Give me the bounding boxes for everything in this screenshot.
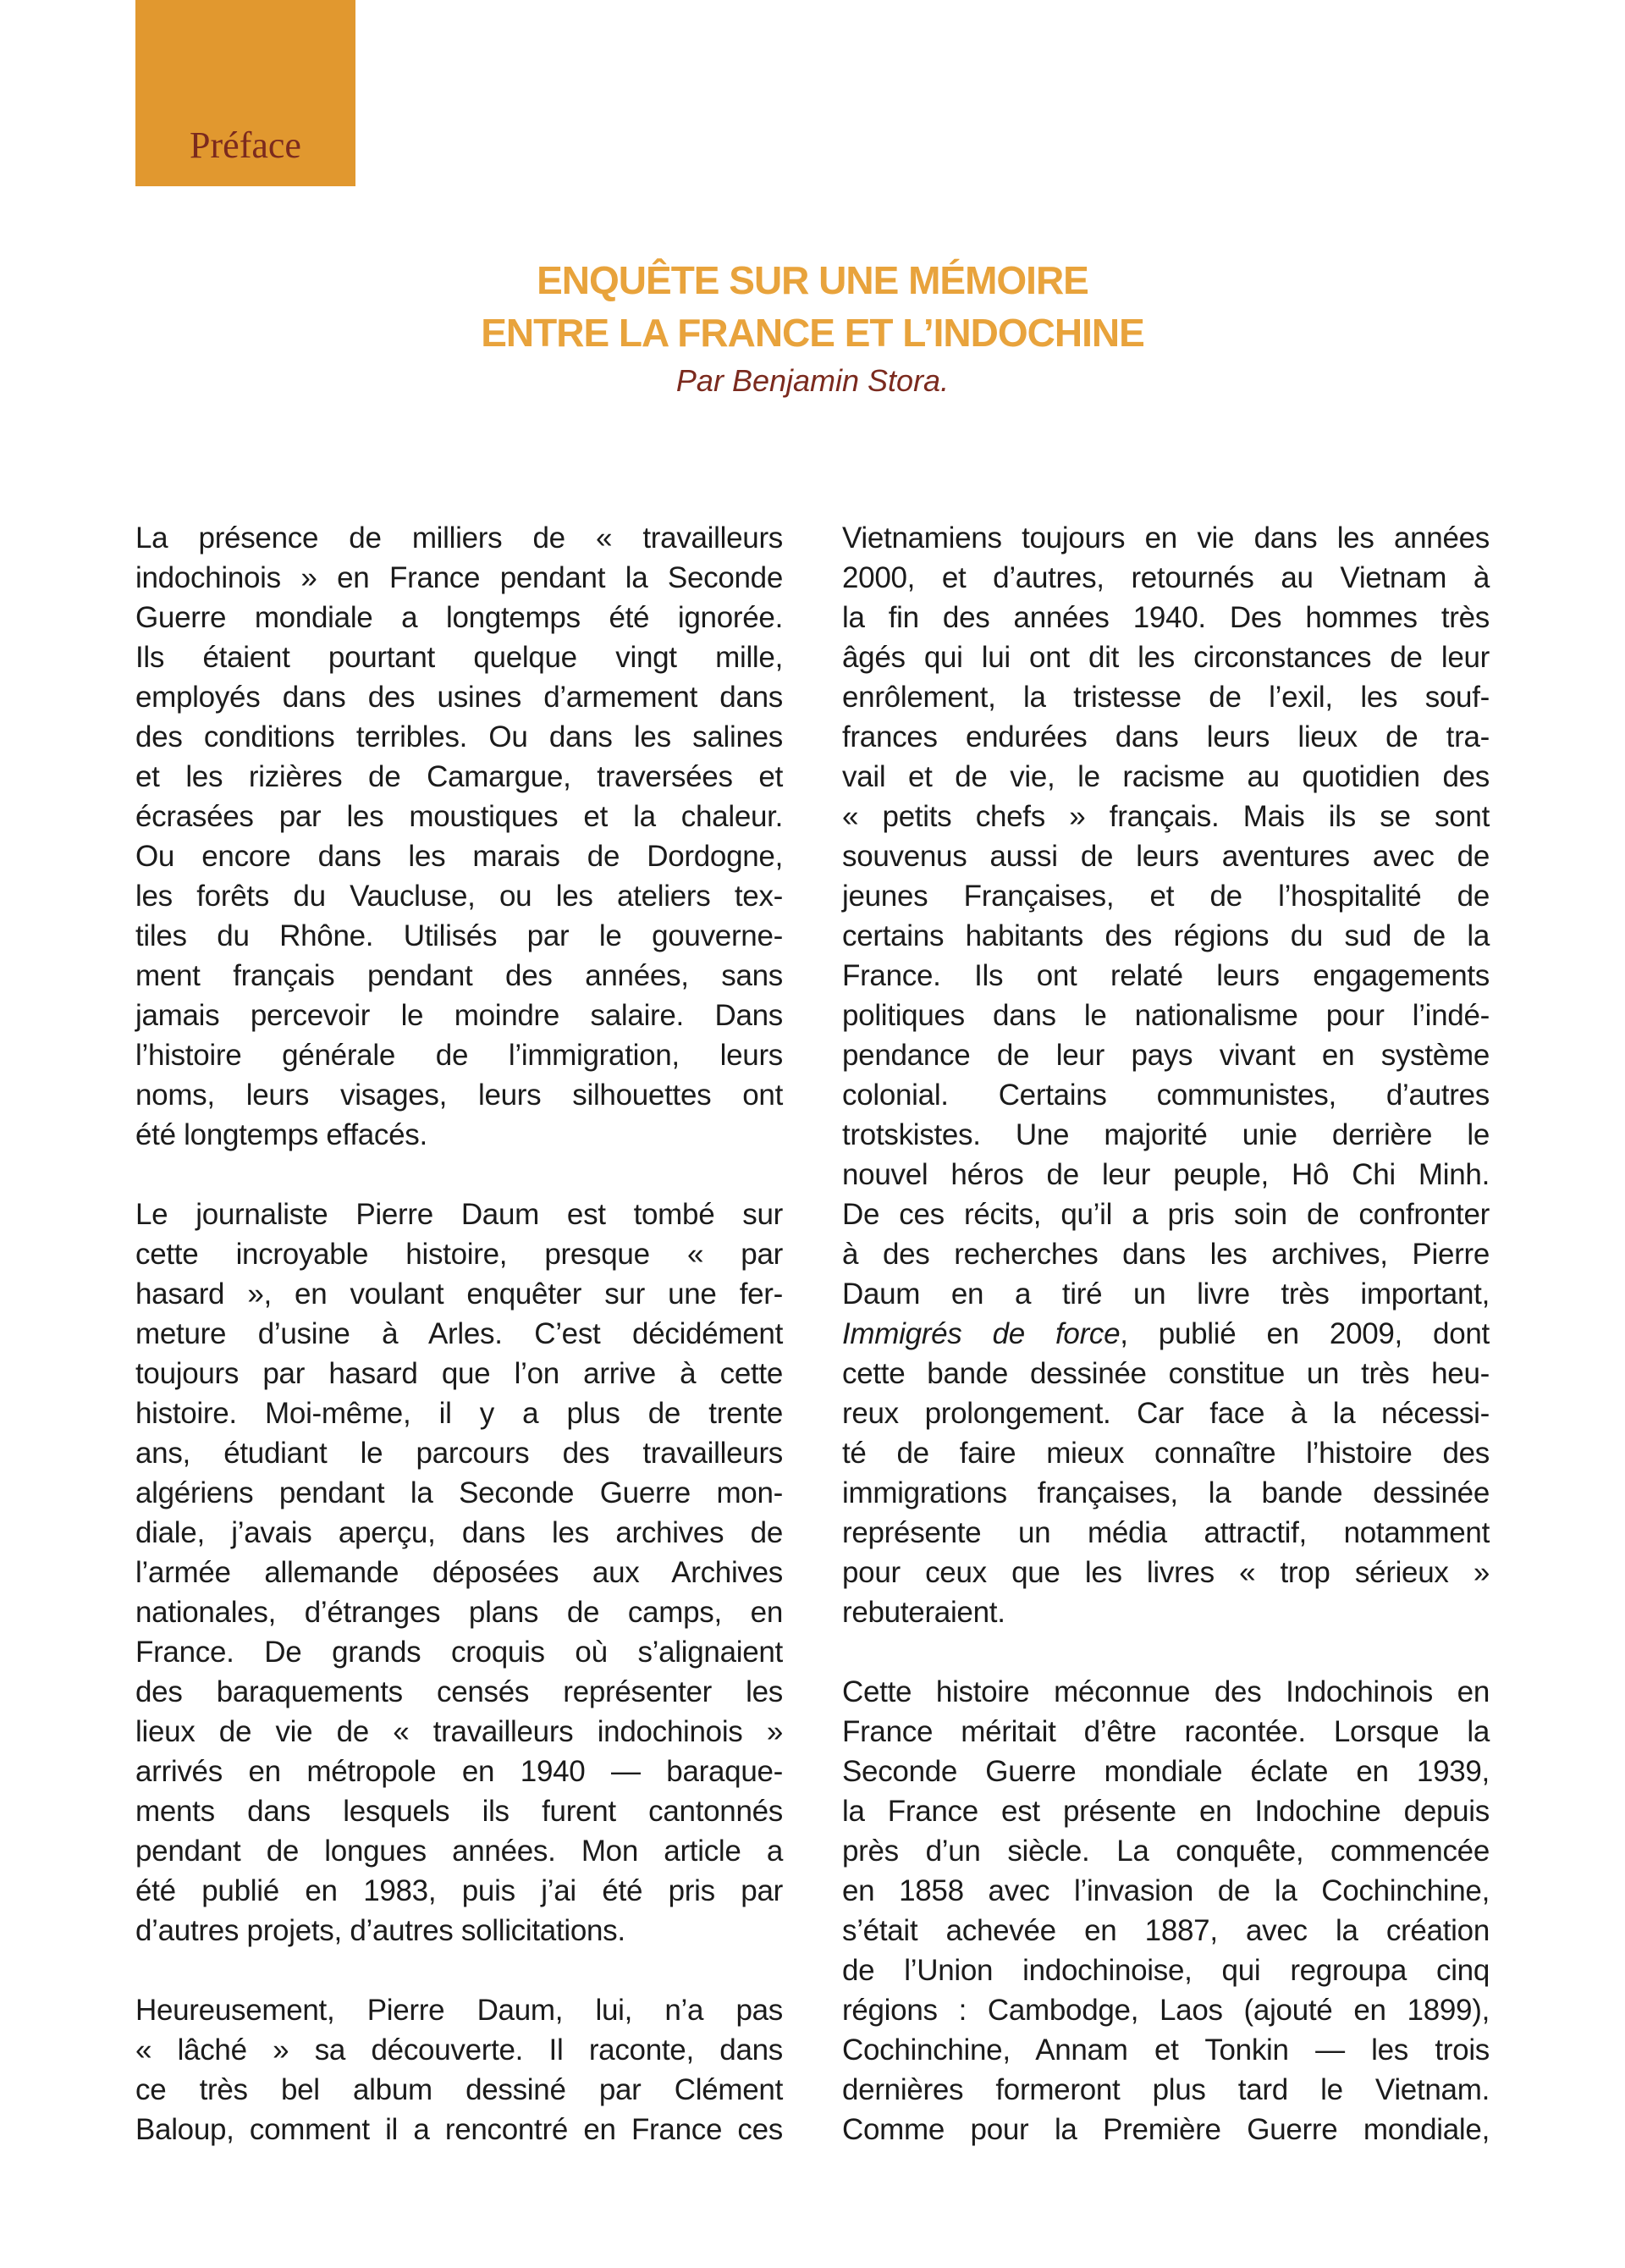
text-line: Cette histoire méconnue des Indochinois en — [842, 1675, 1490, 1708]
text-line: France méritait d’être racontée. Lorsque la — [842, 1715, 1490, 1748]
paragraph — [842, 1672, 1490, 2149]
text-line: 2000, et d’autres, retournés au Vietnam à — [842, 561, 1490, 594]
title-block — [0, 254, 1625, 400]
text-line: arrivés en métropole en 1940 — baraque- — [135, 1755, 783, 1788]
text-line: colonial. Certains communistes, d’autres — [842, 1079, 1490, 1112]
text-line: âgés qui lui ont dit les circonstances de leur — [842, 641, 1490, 674]
text-line: près d’un siècle. La conquête, commencée — [842, 1835, 1490, 1868]
text-line: cette incroyable histoire, presque « par — [135, 1238, 783, 1271]
text-line: régions : Cambodge, Laos (ajouté en 1899), — [842, 1994, 1490, 2027]
text-line: De ces récits, qu’il a pris soin de confronter — [842, 1198, 1490, 1231]
right-column — [842, 518, 1490, 2149]
text-line: Daum en a tiré un livre très important, — [842, 1277, 1490, 1311]
text-line: La présence de milliers de « travailleurs — [135, 521, 783, 555]
text-line: des baraquements censés représenter les — [135, 1675, 783, 1708]
text-line: algériens pendant la Seconde Guerre mon- — [135, 1476, 783, 1509]
text-line: pendance de leur pays vivant en système — [842, 1039, 1490, 1072]
text-line: France. Ils ont relaté leurs engagements — [842, 959, 1490, 992]
body-columns — [135, 518, 1490, 2149]
text-line: enrôlement, la tristesse de l’exil, les souf- — [842, 681, 1490, 714]
text-line: nationales, d’étranges plans de camps, en — [135, 1596, 783, 1629]
text-line: rebuteraient. — [842, 1596, 1005, 1629]
text-line: Ils étaient pourtant quelque vingt mille, — [135, 641, 783, 674]
chapter-tab-label: Préface — [190, 124, 301, 166]
text-line: reux prolongement. Car face à la nécessi- — [842, 1397, 1490, 1430]
text-line: diale, j’avais aperçu, dans les archives de — [135, 1516, 783, 1549]
text-line: Cochinchine, Annam et Tonkin — les trois — [842, 2033, 1490, 2067]
text-line: Heureusement, Pierre Daum, lui, n’a pas — [135, 1994, 783, 2027]
byline: Par Benjamin Stora. — [675, 363, 950, 398]
text-line: indochinois » en France pendant la Seconde — [135, 561, 783, 594]
text-line: hasard », en voulant enquêter sur une fer- — [135, 1277, 783, 1311]
text-line: la fin des années 1940. Des hommes très — [842, 601, 1490, 634]
text-line: pour ceux que les livres « trop sérieux » — [842, 1556, 1490, 1589]
text-line: tiles du Rhône. Utilisés par le gouverne- — [135, 919, 783, 952]
text-line: Baloup, comment il a rencontré en France ces — [135, 2113, 783, 2146]
text-line: meture d’usine à Arles. C’est décidément — [135, 1317, 783, 1350]
text-line: histoire. Moi-même, il y a plus de trente — [135, 1397, 783, 1430]
text-line: Le journaliste Pierre Daum est tombé sur — [135, 1198, 783, 1231]
text-line: pendant de longues années. Mon article a — [135, 1835, 783, 1868]
page-title-line-2: ENTRE LA FRANCE ET L’INDOCHINE — [481, 311, 1144, 355]
text-line: et les rizières de Camargue, traversées et — [135, 760, 783, 793]
text-line: ce très bel album dessiné par Clément — [135, 2073, 783, 2106]
text-line: ment français pendant des années, sans — [135, 959, 783, 992]
text-line: d’autres projets, d’autres sollicitations. — [135, 1914, 625, 1947]
text-line: frances endurées dans leurs lieux de tra- — [842, 720, 1490, 753]
text-segment: , publié en 2009, dont — [1120, 1317, 1490, 1350]
paragraph — [135, 1990, 783, 2149]
text-line: la France est présente en Indochine depuis — [842, 1795, 1490, 1828]
text-line: en 1858 avec l’invasion de la Cochinchine, — [842, 1874, 1490, 1907]
text-line: souvenus aussi de leurs aventures avec de — [842, 840, 1490, 873]
text-line: jamais percevoir le moindre salaire. Dans — [135, 999, 783, 1032]
text-line: Seconde Guerre mondiale éclate en 1939, — [842, 1755, 1490, 1788]
text-line: politiques dans le nationalisme pour l’indé- — [842, 999, 1490, 1032]
text-line: immigrations françaises, la bande dessinée — [842, 1476, 1490, 1509]
text-line: vail et de vie, le racisme au quotidien des — [842, 760, 1490, 793]
paragraph — [135, 518, 783, 1155]
book-title-italic: Immigrés de force — [842, 1317, 1121, 1350]
text-line: été longtemps effacés. — [135, 1118, 427, 1151]
text-line — [842, 1314, 1490, 1354]
left-column — [135, 518, 783, 2149]
text-line: France. De grands croquis où s’alignaient — [135, 1636, 783, 1669]
text-line: « lâché » sa découverte. Il raconte, dans — [135, 2033, 783, 2067]
text-line: toujours par hasard que l’on arrive à cette — [135, 1357, 783, 1390]
text-line: trotskistes. Une majorité unie derrière le — [842, 1118, 1490, 1151]
text-line: employés dans des usines d’armement dans — [135, 681, 783, 714]
text-line: des conditions terribles. Ou dans les salines — [135, 720, 783, 753]
text-line: les forêts du Vaucluse, ou les ateliers tex- — [135, 880, 783, 913]
paragraph — [135, 1195, 783, 1951]
text-line: de l’Union indochinoise, qui regroupa cinq — [842, 1954, 1490, 1987]
text-line: représente un média attractif, notamment — [842, 1516, 1490, 1549]
text-line: té de faire mieux connaître l’histoire des — [842, 1437, 1490, 1470]
text-line: l’histoire générale de l’immigration, leurs — [135, 1039, 783, 1072]
text-line: noms, leurs visages, leurs silhouettes ont — [135, 1079, 783, 1112]
text-line: dernières formeront plus tard le Vietnam. — [842, 2073, 1490, 2106]
text-line: à des recherches dans les archives, Pierre — [842, 1238, 1490, 1271]
text-line: jeunes Françaises, et de l’hospitalité de — [842, 880, 1490, 913]
paragraph — [842, 518, 1490, 1632]
text-line: Comme pour la Première Guerre mondiale, — [842, 2113, 1490, 2146]
page-title-line-1: ENQUÊTE SUR UNE MÉMOIRE — [537, 258, 1088, 302]
text-line: « petits chefs » français. Mais ils se sont — [842, 800, 1490, 833]
text-line: nouvel héros de leur peuple, Hô Chi Minh. — [842, 1158, 1490, 1191]
text-line: ans, étudiant le parcours des travailleurs — [135, 1437, 783, 1470]
text-line: Vietnamiens toujours en vie dans les années — [842, 521, 1490, 555]
text-line: été publié en 1983, puis j’ai été pris par — [135, 1874, 783, 1907]
text-line: Ou encore dans les marais de Dordogne, — [135, 840, 783, 873]
text-line: cette bande dessinée constitue un très heu- — [842, 1357, 1490, 1390]
text-line: ments dans lesquels ils furent cantonnés — [135, 1795, 783, 1828]
text-line: écrasées par les moustiques et la chaleur. — [135, 800, 783, 833]
chapter-tab — [135, 0, 355, 186]
text-line: l’armée allemande déposées aux Archives — [135, 1556, 783, 1589]
text-line: certains habitants des régions du sud de la — [842, 919, 1490, 952]
text-line: s’était achevée en 1887, avec la création — [842, 1914, 1490, 1947]
text-line: lieux de vie de « travailleurs indochinois » — [135, 1715, 783, 1748]
text-line: Guerre mondiale a longtemps été ignorée. — [135, 601, 783, 634]
